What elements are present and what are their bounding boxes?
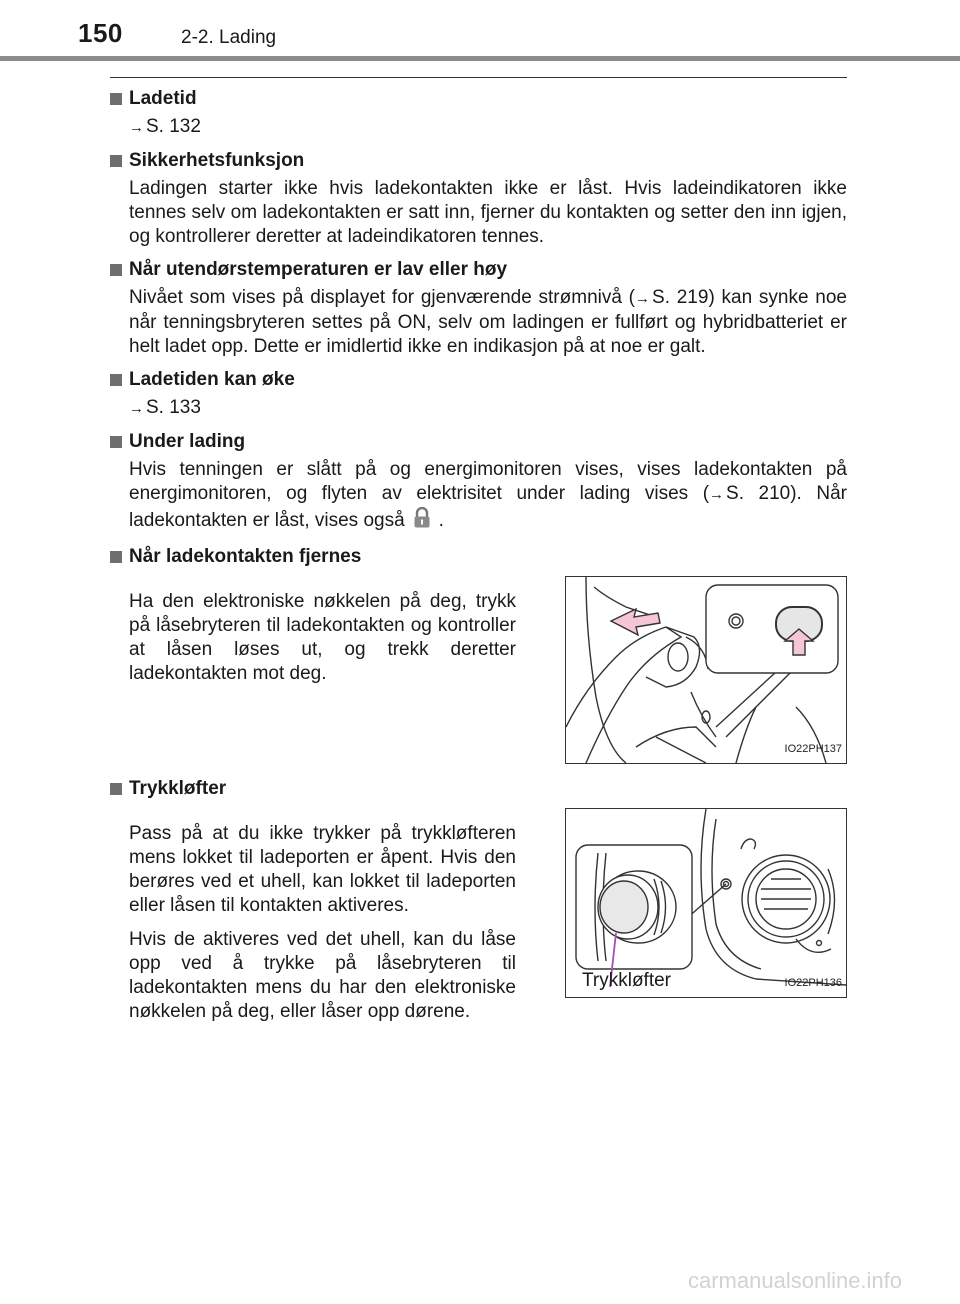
item-title: Under lading bbox=[129, 431, 246, 452]
figure-code: IO22PH137 bbox=[784, 743, 842, 755]
item-ladekontakten-fjernes bbox=[110, 544, 847, 764]
header-rule bbox=[110, 77, 847, 78]
item-ladetid bbox=[110, 86, 847, 140]
figure-push-lifter bbox=[565, 808, 847, 998]
item-body: ). Når ladekontakten er låst, vises også bbox=[129, 483, 848, 531]
figure-code: IO22PH136 bbox=[784, 977, 842, 989]
item-body: Pass på at du ikke trykker på trykkløfteren mens lokket til ladeporten er åpent. Hvis den berøres ved et uhell, kan lokket til ladeporten eller låsen til kontakten aktiveres. bbox=[129, 823, 516, 916]
page-reference-link[interactable]: S. 210 bbox=[726, 483, 791, 504]
arrow-right-icon: → bbox=[129, 119, 144, 136]
bullet-square-icon bbox=[110, 93, 122, 105]
lock-icon bbox=[413, 507, 431, 536]
item-under-lading: Under lading Hvis tenningen er slått på og energimonitoren vises, vises ladekontakten på energimonitoren, og flyten av elektrisitet under lading vises (→ S. 210). Når ladekontakten er låst, vises også . bbox=[110, 429, 847, 536]
watermark: carmanualsonline.info bbox=[688, 1268, 903, 1293]
item-ladetiden-kan-oke bbox=[110, 367, 847, 421]
item-title: Ladetid bbox=[129, 88, 197, 109]
page-reference-link[interactable]: S. 132 bbox=[146, 116, 201, 137]
bullet-square-icon bbox=[110, 783, 122, 795]
item-body: ) kan synke noe når tenningsbryteren settes på ON, selv om ladingen er fullført og hybridbatteriet er helt ladet opp. Dette er imidlertid ikke en indikasjon på at noe er galt. bbox=[129, 287, 847, 357]
item-sikkerhetsfunksjon bbox=[110, 148, 847, 249]
bullet-square-icon bbox=[110, 436, 122, 448]
figure-connector-removal bbox=[565, 576, 847, 764]
item-trykkloefter bbox=[110, 776, 847, 1034]
item-body: Nivået som vises på displayet for gjenværende strømnivå ( bbox=[129, 287, 636, 308]
arrow-right-icon: → bbox=[635, 290, 651, 307]
item-body: Ladingen starter ikke hvis ladekontakten ikke er låst. Hvis ladeindikatoren ikke tennes selv om ladekontakten er satt inn, fjerner du kontakten og setter den inn igjen, og kontrollerer deretter at ladeindikatoren tennes. bbox=[129, 178, 847, 247]
bullet-square-icon bbox=[110, 374, 122, 386]
item-title: Ladetiden kan øke bbox=[129, 369, 295, 390]
figure-label: Trykkløfter bbox=[582, 970, 672, 991]
arrow-right-icon: → bbox=[709, 486, 725, 503]
page-reference-link[interactable]: S. 219 bbox=[652, 287, 709, 308]
header-bar bbox=[0, 56, 960, 61]
bullet-square-icon bbox=[110, 155, 122, 167]
page-header bbox=[0, 0, 960, 62]
page-number: 150 bbox=[78, 18, 123, 48]
item-title: Når utendørstemperaturen er lav eller høy bbox=[129, 259, 508, 280]
page-reference-link[interactable]: S. 133 bbox=[146, 397, 201, 418]
item-body: Hvis tenningen er slått på og energimonitoren vises, vises ladekontakten på energimonitoren, og flyten av elektrisitet under lading vises ( bbox=[129, 459, 847, 504]
item-title: Sikkerhetsfunksjon bbox=[129, 150, 305, 171]
page-content bbox=[110, 86, 847, 1042]
item-body: Ha den elektroniske nøkkelen på deg, trykk på låsebryteren til ladekontakten og kontroller at låsen løses ut, og trekk deretter ladekontakten mot deg. bbox=[129, 591, 516, 684]
bullet-square-icon bbox=[110, 264, 122, 276]
arrow-right-icon: → bbox=[129, 400, 144, 417]
bullet-square-icon bbox=[110, 551, 122, 563]
item-title: Når ladekontakten fjernes bbox=[129, 546, 362, 567]
section-title: 2-2. Lading bbox=[181, 27, 277, 48]
item-body: Hvis de aktiveres ved det uhell, kan du låse opp ved å trykke på låsebryteren til ladekontakten mens du har den elektroniske nøkkelen på deg, eller låser opp dørene. bbox=[129, 929, 516, 1022]
connector-removal-illustration bbox=[566, 577, 846, 763]
item-title: Trykkløfter bbox=[129, 778, 227, 799]
item-temperatur bbox=[110, 257, 847, 359]
